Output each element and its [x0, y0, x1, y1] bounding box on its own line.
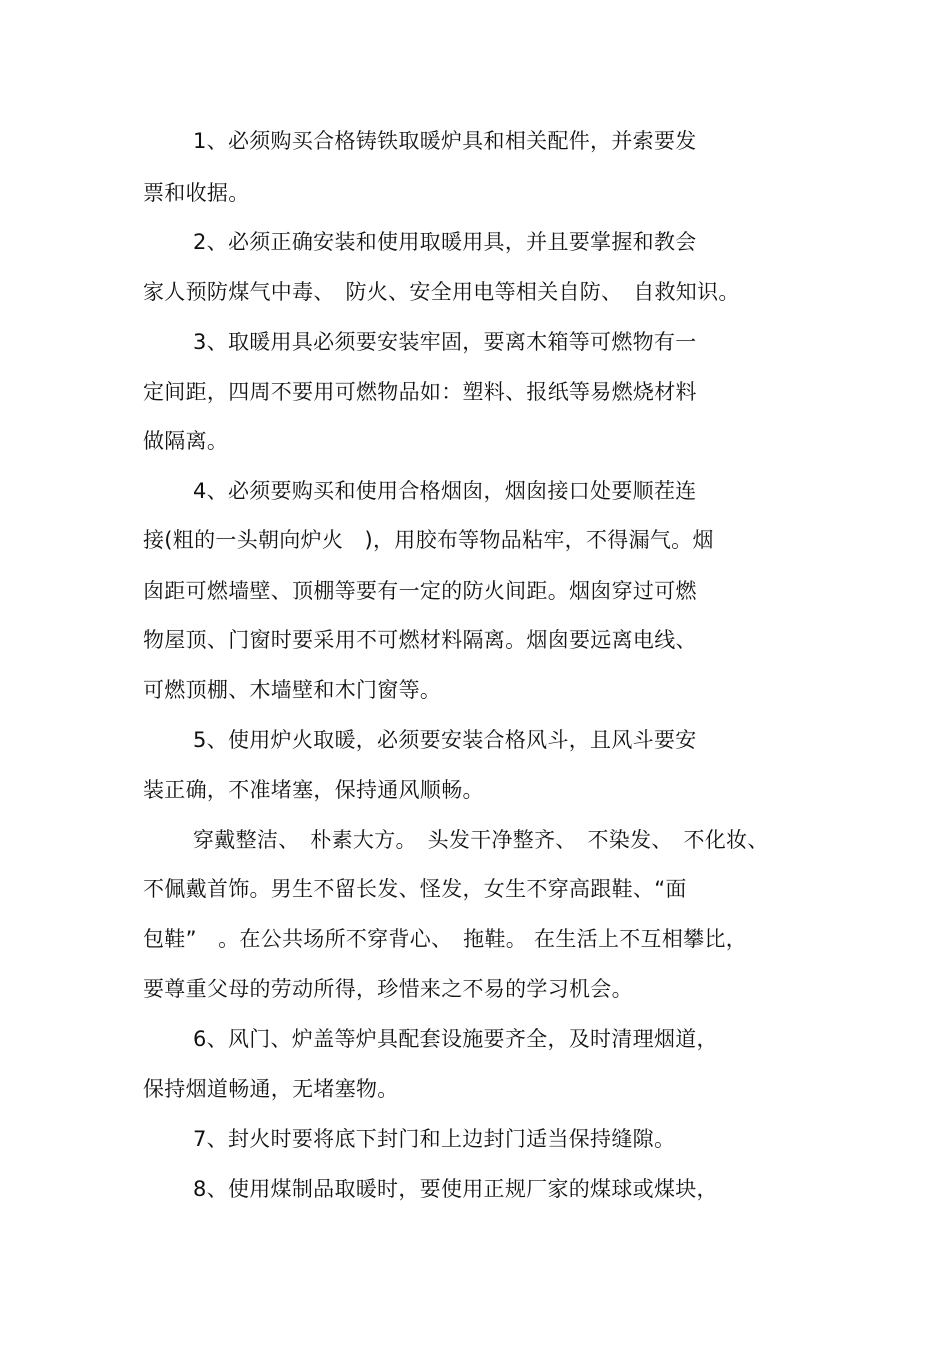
- text-line: 4、必须要购买和使用合格烟囱，烟囱接口处要顺茬连: [193, 479, 697, 503]
- text-line: 6、风门、炉盖等炉具配套设施要齐全，及时清理烟道，: [193, 1027, 718, 1051]
- text-line: 不佩戴首饰。男生不留长发、怪发，女生不穿高跟鞋、“面: [143, 877, 687, 901]
- text-line: 3、取暖用具必须要安装牢固，要离木箱等可燃物有一: [193, 330, 697, 354]
- text-line: 要尊重父母的劳动所得，珍惜来之不易的学习机会。: [143, 977, 633, 1001]
- text-line: 保持烟道畅通，无堵塞物。: [143, 1077, 399, 1101]
- text-line: 2、必须正确安装和使用取暖用具，并且要掌握和教会: [193, 230, 697, 254]
- text-line: 7、封火时要将底下封门和上边封门适当保持缝隙。: [193, 1127, 676, 1151]
- text-line: 定间距，四周不要用可燃物品如：塑料、报纸等易燃烧材料: [143, 380, 697, 404]
- text-line: 包鞋” 。在公共场所不穿背心、 拖鞋。 在生活上不互相攀比，: [143, 927, 748, 951]
- text-line: 接(粗的一头朝向炉火 )，用胶布等物品粘牢，不得漏气。烟: [143, 528, 714, 552]
- text-line: 家人预防煤气中毒、 防火、安全用电等相关自防、 自救知识。: [143, 280, 740, 304]
- text-line: 票和收据。: [143, 181, 250, 205]
- text-line: 物屋顶、门窗时要采用不可燃材料隔离。烟囱要远离电线、: [143, 628, 697, 652]
- text-line: 做隔离。: [143, 429, 229, 453]
- text-line: 囱距可燃墙壁、顶棚等要有一定的防火间距。烟囱穿过可燃: [143, 579, 697, 603]
- text-line: 可燃顶棚、木墙壁和木门窗等。: [143, 678, 442, 702]
- text-line: 1、必须购买合格铸铁取暖炉具和相关配件，并索要发: [193, 129, 697, 153]
- text-line: 8、使用煤制品取暖时，要使用正规厂家的煤球或煤块，: [193, 1177, 718, 1201]
- text-line: 穿戴整洁、 朴素大方。 头发干净整齐、 不染发、 不化妆、: [193, 828, 769, 852]
- text-line: 5、使用炉火取暖，必须要安装合格风斗，且风斗要安: [193, 728, 697, 752]
- text-line: 装正确，不准堵塞，保持通风顺畅。: [143, 778, 484, 802]
